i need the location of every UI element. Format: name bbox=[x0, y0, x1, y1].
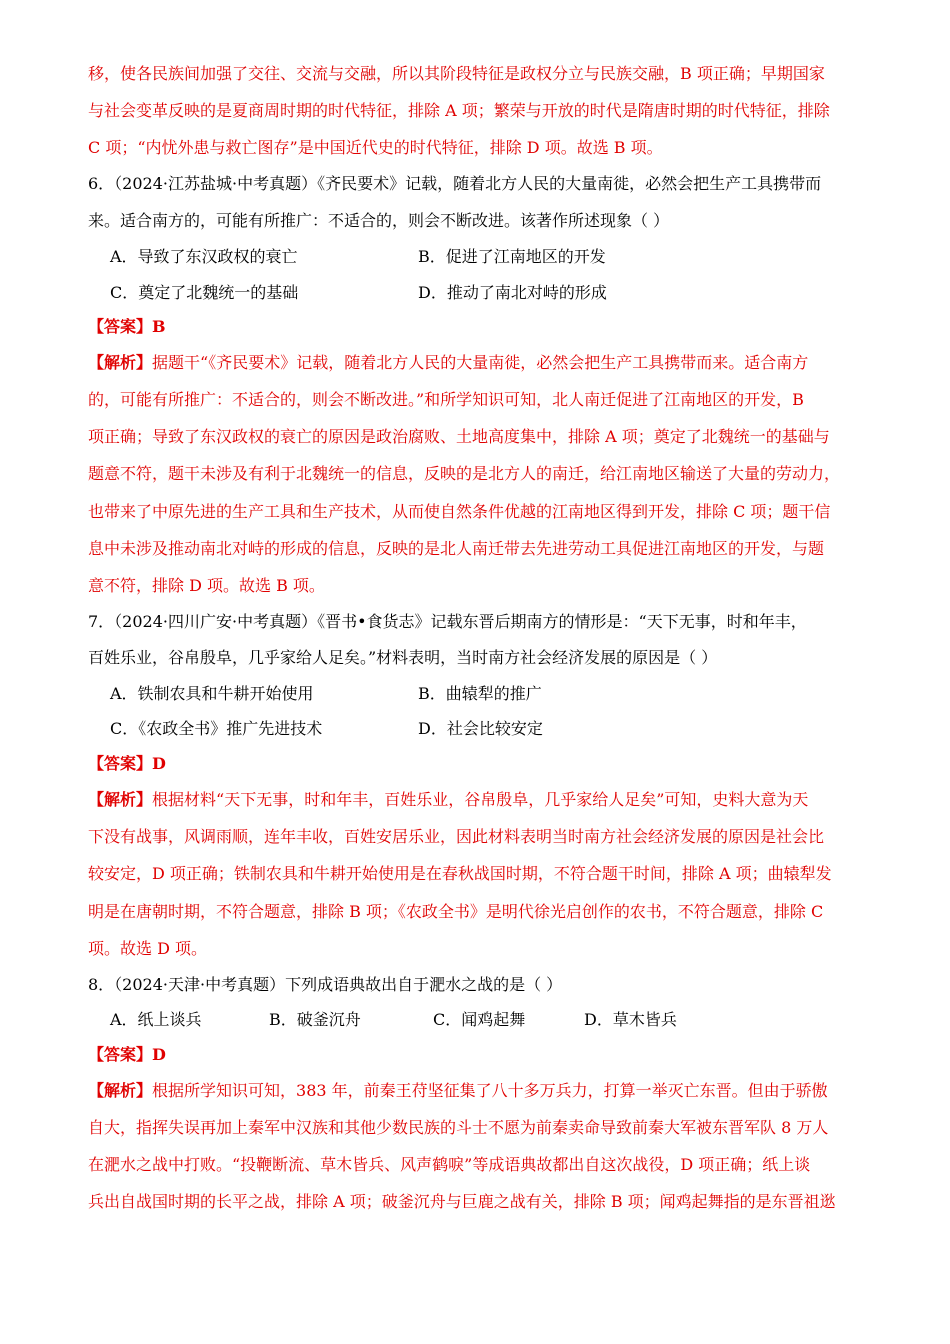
analysis-tag: 【解析】 bbox=[88, 1081, 153, 1100]
question-7-stem: 7．（2024·四川广安·中考真题）《晋书•食货志》记载东晋后期南方的情形是：“天下无事，时和年丰， bbox=[88, 612, 807, 631]
question-7-answer bbox=[88, 754, 166, 774]
answer-tag: 【答案】 bbox=[88, 317, 153, 336]
question-6-answer bbox=[88, 317, 166, 337]
question-6-option-d: D．推动了南北对峙的形成 bbox=[418, 283, 607, 302]
question-8-analysis-line: 自大，指挥失误再加上秦军中汉族和其他少数民族的斗士不愿为前秦卖命导致前秦大军被东晋军队 8 万人 bbox=[88, 1118, 829, 1137]
question-8-option-a: A．纸上谈兵 bbox=[110, 1010, 202, 1029]
question-8-analysis-line bbox=[88, 1081, 828, 1101]
question-6-option-c: C．奠定了北魏统一的基础 bbox=[110, 283, 299, 302]
question-6-analysis-line: 息中未涉及推动南北对峙的形成的信息，反映的是北人南迁带去先进劳动工具促进江南地区的开发，与题 bbox=[88, 539, 825, 558]
question-6-analysis-line: 意不符，排除 D 项。故选 B 项。 bbox=[88, 576, 325, 595]
question-6-stem: 来。适合南方的，可能有所推广：不适合的，则会不断改进。该著作所述现象（ ） bbox=[88, 211, 670, 230]
answer-value: D bbox=[152, 1045, 166, 1064]
question-6-analysis-line: 也带来了中原先进的生产工具和生产技术，从而使自然条件优越的江南地区得到开发，排除 C 项；题干信 bbox=[88, 502, 831, 521]
question-7-analysis-line: 明是在唐朝时期，不符合题意，排除 B 项；《农政全书》是明代徐光启创作的农书，不符合题意，排除 C bbox=[88, 902, 824, 921]
question-8-analysis-line: 兵出自战国时期的长平之战，排除 A 项；破釜沉舟与巨鹿之战有关，排除 B 项；闻鸡起舞指的是东晋祖逖 bbox=[88, 1192, 836, 1211]
question-6-analysis-line: 的，可能有所推广：不适合的，则会不断改进。”和所学知识可知，北人南迁促进了江南地区的开发，B bbox=[88, 390, 804, 409]
question-7-analysis-line: 较安定，D 项正确；铁制农具和牛耕开始使用是在春秋战国时期，不符合题干时间，排除 A 项；曲辕犁发 bbox=[88, 864, 832, 883]
question-7-analysis-line: 下没有战事，风调雨顺，连年丰收，百姓安居乐业，因此材料表明当时南方社会经济发展的原因是社会比 bbox=[88, 827, 825, 846]
question-6-analysis-line: 项正确；导致了东汉政权的衰亡的原因是政治腐败、土地高度集中，排除 A 项；奠定了北魏统一的基础与 bbox=[88, 427, 830, 446]
question-8-option-b: B．破釜沉舟 bbox=[269, 1010, 361, 1029]
question-8-option-c: C．闻鸡起舞 bbox=[433, 1010, 526, 1029]
question-7-stem: 百姓乐业，谷帛殷阜，几乎家给人足矣。”材料表明，当时南方社会经济发展的原因是（ ） bbox=[88, 648, 718, 667]
analysis-text: 根据材料“天下无事，时和年丰，百姓乐业，谷帛殷阜，几乎家给人足矣”可知，史料大意为天 bbox=[152, 790, 809, 809]
analysis-text: 据题干“《齐民要术》记载，随着北方人民的大量南徙，必然会把生产工具携带而来。适合南方 bbox=[152, 353, 809, 372]
question-8-analysis-line: 在淝水之战中打败。“投鞭断流、草木皆兵、风声鹤唳”等成语典故都出自这次战役，D 项正确；纸上谈 bbox=[88, 1155, 811, 1174]
question-7-option-a: A．铁制农具和牛耕开始使用 bbox=[110, 684, 314, 703]
analysis-tag: 【解析】 bbox=[88, 353, 153, 372]
intro-explanation-line: C 项；“内忧外患与救亡图存”是中国近代史的时代特征，排除 D 项。故选 B 项。 bbox=[88, 138, 663, 157]
question-7-option-b: B．曲辕犁的推广 bbox=[418, 684, 542, 703]
answer-tag: 【答案】 bbox=[88, 754, 153, 773]
answer-value: D bbox=[152, 754, 166, 773]
question-7-option-d: D．社会比较安定 bbox=[418, 719, 543, 738]
intro-explanation-line: 移，使各民族间加强了交往、交流与交融，所以其阶段特征是政权分立与民族交融，B 项正确；早期国家 bbox=[88, 64, 825, 83]
question-8-option-d: D．草木皆兵 bbox=[584, 1010, 677, 1029]
question-6-option-a: A．导致了东汉政权的衰亡 bbox=[110, 247, 298, 266]
question-7-analysis-line bbox=[88, 790, 808, 810]
intro-explanation-line: 与社会变革反映的是夏商周时期的时代特征，排除 A 项；繁荣与开放的时代是隋唐时期的时代特征，排除 bbox=[88, 101, 830, 120]
question-8-answer bbox=[88, 1045, 166, 1065]
question-8-stem: 8．（2024·天津·中考真题）下列成语典故出自于淝水之战的是（ ） bbox=[88, 975, 563, 994]
question-6-analysis-line: 题意不符，题干未涉及有利于北魏统一的信息，反映的是北方人的南迁，给江南地区输送了大量的劳动力， bbox=[88, 464, 841, 483]
answer-tag: 【答案】 bbox=[88, 1045, 153, 1064]
question-6-analysis-line bbox=[88, 353, 808, 373]
question-7-option-c: C．《农政全书》推广先进技术 bbox=[110, 719, 323, 738]
analysis-tag: 【解析】 bbox=[88, 790, 153, 809]
question-7-analysis-line: 项。故选 D 项。 bbox=[88, 939, 208, 958]
question-6-stem: 6．（2024·江苏盐城·中考真题）《齐民要术》记载，随着北方人民的大量南徙，必然会把生产工具携带而 bbox=[88, 174, 822, 193]
analysis-text: 根据所学知识可知，383 年，前秦王苻坚征集了八十多万兵力，打算一举灭亡东晋。但由于骄傲 bbox=[152, 1081, 828, 1100]
question-6-option-b: B．促进了江南地区的开发 bbox=[418, 247, 606, 266]
answer-value: B bbox=[152, 317, 166, 336]
